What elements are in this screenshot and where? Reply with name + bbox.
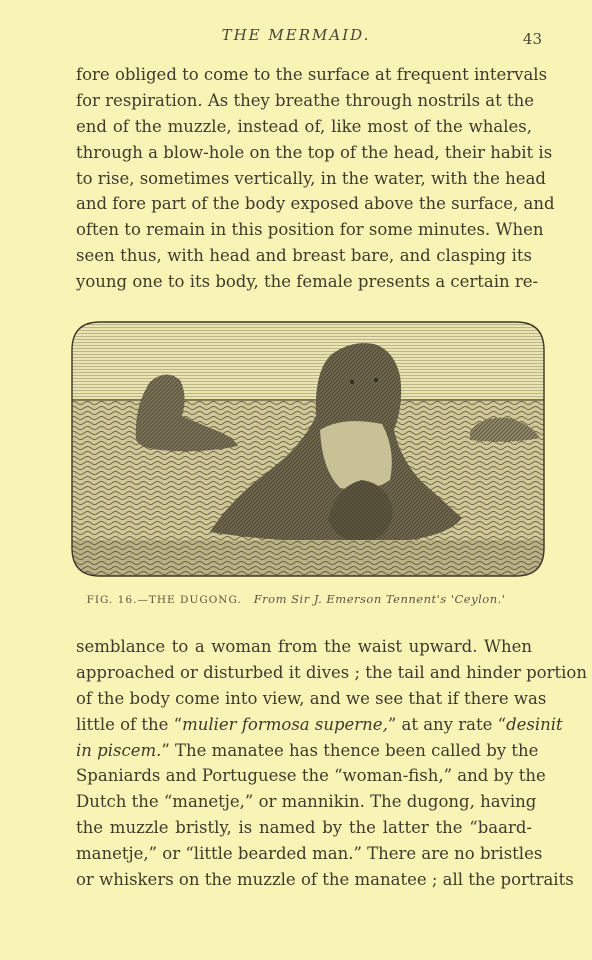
- figure-caption: [0, 592, 592, 606]
- text-line: to rise, sometimes vertically, in the water, with the head: [76, 168, 546, 188]
- latin-phrase: in piscem.: [76, 740, 162, 760]
- text-line: for respiration. As they breathe through nostrils at the: [76, 90, 535, 110]
- text-line: semblance to a woman from the waist upward. When: [76, 637, 532, 656]
- text-line: manetje,” or “little bearded man.” There are no bristles: [76, 844, 543, 864]
- text-line: fore obliged to come to the surface at frequent intervals: [76, 65, 548, 84]
- text-line: end of the muzzle, instead of, like most of the whales,: [76, 116, 532, 136]
- running-title: THE MERMAID.: [221, 26, 371, 44]
- dugong-engraving: [70, 320, 546, 578]
- text-fragment: little of the “: [76, 714, 183, 734]
- paragraph-top: [76, 62, 555, 295]
- text-line: young one to its body, the female presents a certain re-: [76, 272, 539, 292]
- text-line: and fore part of the body exposed above the surface, and: [76, 194, 555, 214]
- text-line: or whiskers on the muzzle of the manatee ; all the portraits: [76, 870, 574, 890]
- text-line: the muzzle bristly, is named by the latter the “baard-: [76, 818, 532, 838]
- text-fragment: ” The manatee has thence been called by the: [161, 740, 539, 760]
- paragraph-bottom: [76, 634, 587, 893]
- text-line: Dutch the “manetje,” or mannikin. The dugong, having: [76, 792, 537, 812]
- text-line: through a blow-hole on the top of the head, their habit is: [76, 142, 553, 162]
- text-line-with-latin: [76, 712, 563, 738]
- caption-label: FIG. 16.—THE DUGONG.: [86, 594, 242, 606]
- text-line: often to remain in this position for some minutes. When: [76, 220, 544, 240]
- text-line: Spaniards and Portuguese the “woman-fish,” and by the: [76, 766, 546, 786]
- latin-phrase: mulier formosa superne,: [182, 714, 388, 734]
- text-fragment: ” at any rate “: [387, 714, 507, 734]
- caption-source: From Sir J. Emerson Tennent's 'Ceylon.': [253, 592, 506, 606]
- text-line: seen thus, with head and breast bare, and clasping its: [76, 246, 532, 266]
- text-line: of the body come into view, and we see that if there was: [76, 688, 547, 708]
- text-line: approached or disturbed it dives ; the tail and hinder portion: [76, 662, 587, 682]
- latin-phrase: desinit: [506, 714, 563, 734]
- text-line-with-latin: [76, 738, 539, 764]
- page-number: 43: [522, 30, 542, 48]
